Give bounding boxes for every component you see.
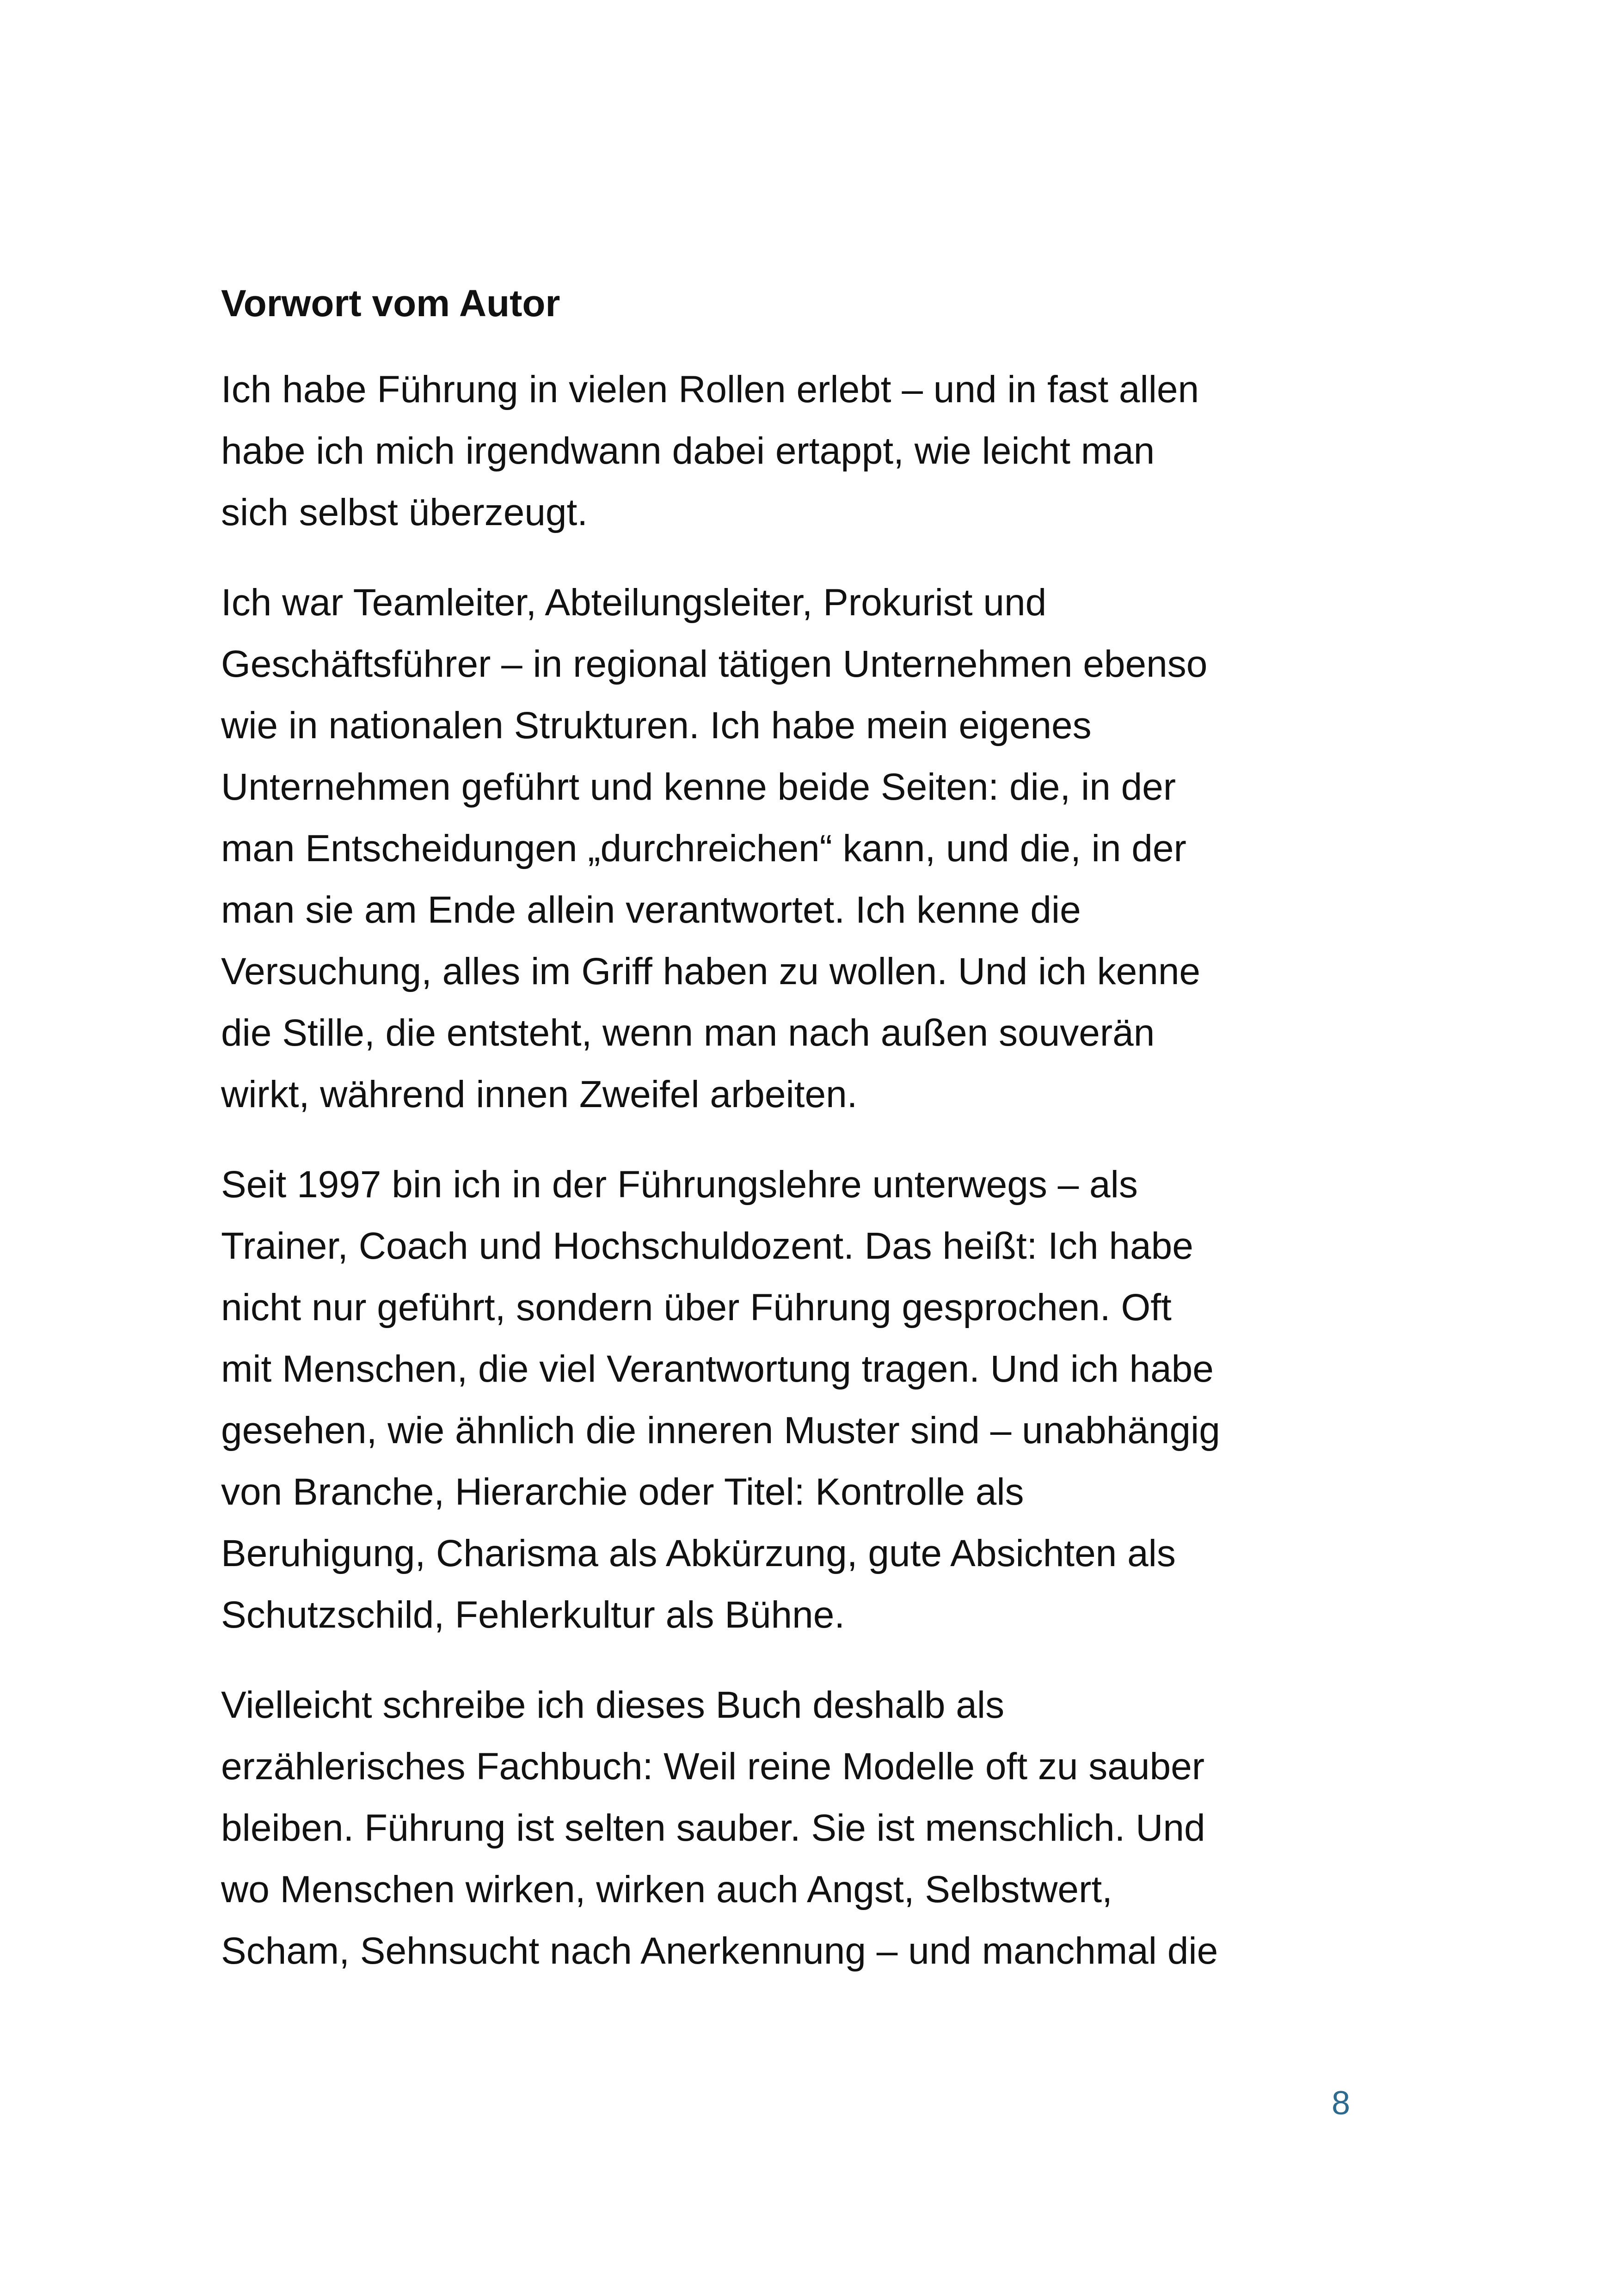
paragraph-line: sich selbst überzeugt. [221, 491, 588, 533]
paragraph-line: Beruhigung, Charisma als Abkürzung, gute Absichten als [221, 1532, 1176, 1574]
paragraph-1 [221, 359, 1405, 543]
paragraph-line: habe ich mich irgendwann dabei ertappt, wie leicht man [221, 430, 1155, 472]
paragraph-line: gesehen, wie ähnlich die inneren Muster sind – unabhängig [221, 1409, 1220, 1451]
page-number: 8 [1331, 2085, 1350, 2122]
page-content [221, 273, 1405, 2010]
paragraph-line: wirkt, während innen Zweifel arbeiten. [221, 1073, 858, 1115]
paragraph-line: Seit 1997 bin ich in der Führungslehre unterwegs – als [221, 1163, 1138, 1206]
paragraph-4 [221, 1674, 1405, 1982]
paragraph-line: Ich war Teamleiter, Abteilungsleiter, Prokurist und [221, 582, 1047, 624]
paragraph-line: erzählerisches Fachbuch: Weil reine Modelle oft zu sauber [221, 1745, 1204, 1788]
paragraph-2 [221, 572, 1405, 1125]
paragraph-line: Scham, Sehnsucht nach Anerkennung – und manchmal die [221, 1930, 1218, 1972]
paragraph-line: Versuchung, alles im Griff haben zu wollen. Und ich kenne [221, 950, 1201, 992]
paragraph-line: bleiben. Führung ist selten sauber. Sie ist menschlich. Und [221, 1807, 1205, 1849]
paragraph-line: wo Menschen wirken, wirken auch Angst, Selbstwert, [221, 1868, 1112, 1910]
paragraph-line: Geschäftsführer – in regional tätigen Unternehmen ebenso [221, 643, 1208, 685]
paragraph-line: man sie am Ende allein verantwortet. Ich kenne die [221, 889, 1081, 931]
paragraph-line: Schutzschild, Fehlerkultur als Bühne. [221, 1594, 845, 1636]
paragraph-line: von Branche, Hierarchie oder Titel: Kontrolle als [221, 1471, 1024, 1513]
paragraph-line: man Entscheidungen „durchreichen“ kann, und die, in der [221, 827, 1186, 869]
chapter-heading: Vorwort vom Autor [221, 282, 560, 325]
paragraph-line: Unternehmen geführt und kenne beide Seiten: die, in der [221, 766, 1176, 808]
paragraph-line: Vielleicht schreibe ich dieses Buch deshalb als [221, 1684, 1005, 1726]
paragraph-line: Trainer, Coach und Hochschuldozent. Das heißt: Ich habe [221, 1225, 1193, 1267]
paragraph-3 [221, 1154, 1405, 1646]
paragraph-line: wie in nationalen Strukturen. Ich habe mein eigenes [221, 704, 1092, 747]
paragraph-line: mit Menschen, die viel Verantwortung tragen. Und ich habe [221, 1348, 1214, 1390]
paragraph-line: die Stille, die entsteht, wenn man nach außen souverän [221, 1012, 1155, 1054]
paragraph-line: Ich habe Führung in vielen Rollen erlebt – und in fast allen [221, 368, 1199, 410]
paragraph-line: nicht nur geführt, sondern über Führung gesprochen. Oft [221, 1286, 1172, 1329]
